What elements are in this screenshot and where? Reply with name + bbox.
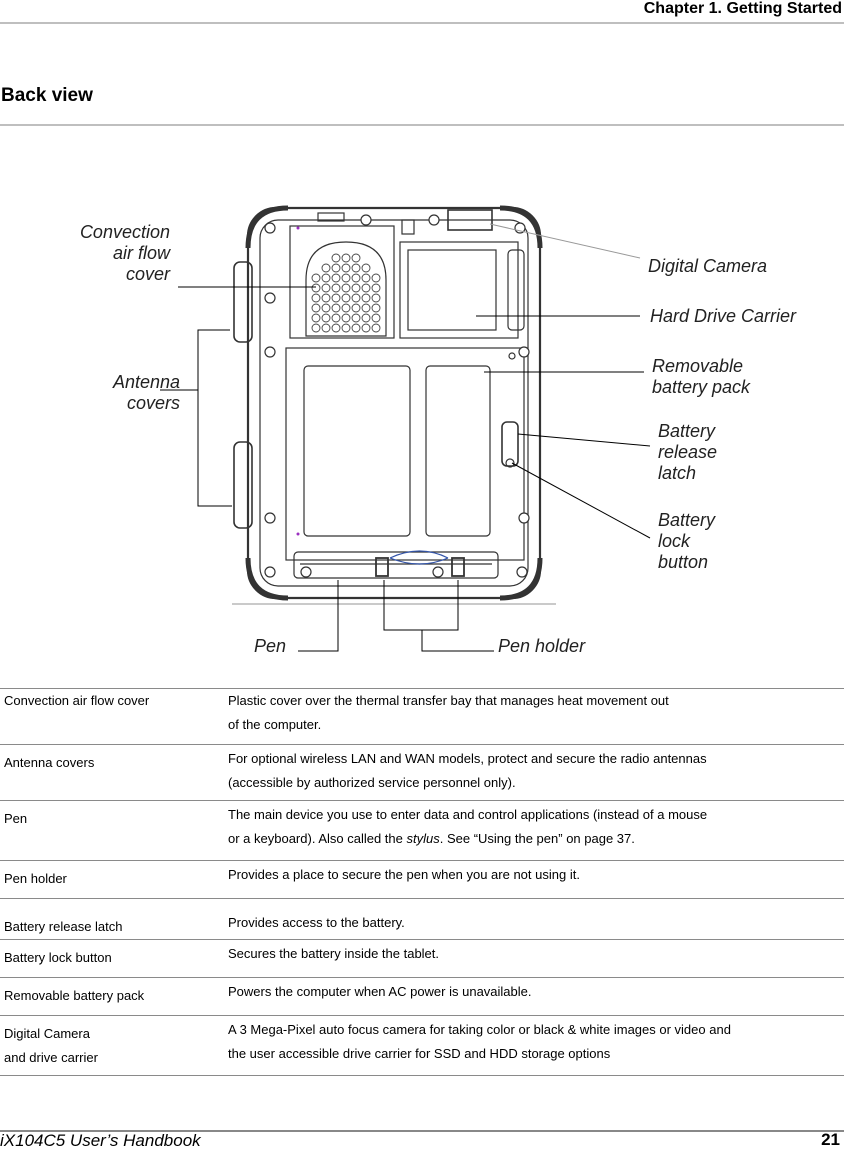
page-number: 21 <box>821 1130 840 1149</box>
term-line: Pen <box>4 811 28 826</box>
component-term <box>0 940 228 978</box>
description-text: For optional wireless LAN and WAN models, protect and secure the radio antennas (accessible by authorized service personnel only). <box>228 751 707 790</box>
table-row <box>0 899 844 940</box>
description-text: Plastic cover over the thermal transfer bay that manages heat movement out of the computer. <box>228 693 669 732</box>
component-description <box>228 689 844 745</box>
component-term <box>0 745 228 801</box>
component-term <box>0 689 228 745</box>
component-term <box>0 801 228 861</box>
callout-release-latch: Battery release latch <box>658 421 718 483</box>
component-term <box>0 1016 228 1076</box>
callout-pen-holder: Pen holder <box>498 636 586 656</box>
term-line: Battery release latch <box>4 919 123 934</box>
table-row <box>0 978 844 1016</box>
component-description <box>228 801 844 861</box>
vent-holes <box>312 254 380 332</box>
component-description <box>228 745 844 801</box>
callout-battery-pack: Removable battery pack <box>652 356 751 397</box>
description-text-tail: . See “Using the pen” on page 37. <box>439 831 635 846</box>
description-emphasis: stylus <box>406 831 440 846</box>
component-description <box>228 1016 844 1076</box>
table-row <box>0 689 844 745</box>
term-line: Pen holder <box>4 871 67 886</box>
description-text: A 3 Mega-Pixel auto focus camera for taking color or black & white images or video and the user accessible drive carrier for SSD and HDD storage options <box>228 1022 731 1061</box>
description-text: Secures the battery inside the tablet. <box>228 946 440 961</box>
header-rule <box>0 22 844 24</box>
component-term <box>0 978 228 1016</box>
callout-pen: Pen <box>254 636 287 656</box>
description-text: Powers the computer when AC power is unavailable. <box>228 984 532 999</box>
table-row <box>0 940 844 978</box>
back-view-figure <box>0 130 844 670</box>
component-description <box>228 861 844 899</box>
term-line: Digital Camera <box>4 1026 90 1041</box>
table-row <box>0 801 844 861</box>
term-line: Battery lock button <box>4 950 112 965</box>
callout-convection: Convection air flow cover <box>79 222 170 284</box>
callout-antenna: Antenna covers <box>112 372 180 413</box>
description-text: Provides access to the battery. <box>228 915 405 930</box>
callout-lock-button: Battery lock button <box>658 510 716 572</box>
component-term <box>0 861 228 899</box>
table-row <box>0 745 844 801</box>
term-line: Removable battery pack <box>4 988 145 1003</box>
component-description <box>228 978 844 1016</box>
component-description <box>228 899 844 940</box>
term-line: and drive carrier <box>4 1050 98 1065</box>
description-text: Provides a place to secure the pen when you are not using it. <box>228 867 580 882</box>
callout-hard-drive: Hard Drive Carrier <box>650 306 797 326</box>
table-row <box>0 861 844 899</box>
section-title: Back view <box>1 85 93 106</box>
description-text: The main device you use to enter data and control applications (instead of a mouse or a keyboard). Also called the <box>228 807 708 846</box>
battery-pack <box>286 348 524 560</box>
section-rule <box>0 124 844 126</box>
book-title: iX104C5 User’s Handbook <box>0 1131 201 1150</box>
component-term <box>0 899 228 940</box>
callout-digital-camera: Digital Camera <box>648 256 768 276</box>
term-line: Convection air flow cover <box>4 693 150 708</box>
component-description-table <box>0 688 844 1076</box>
component-description <box>228 940 844 978</box>
chapter-title: Chapter 1. Getting Started <box>643 0 842 17</box>
term-line: Antenna covers <box>4 755 95 770</box>
table-row <box>0 1016 844 1076</box>
hard-drive-carrier <box>400 242 518 338</box>
